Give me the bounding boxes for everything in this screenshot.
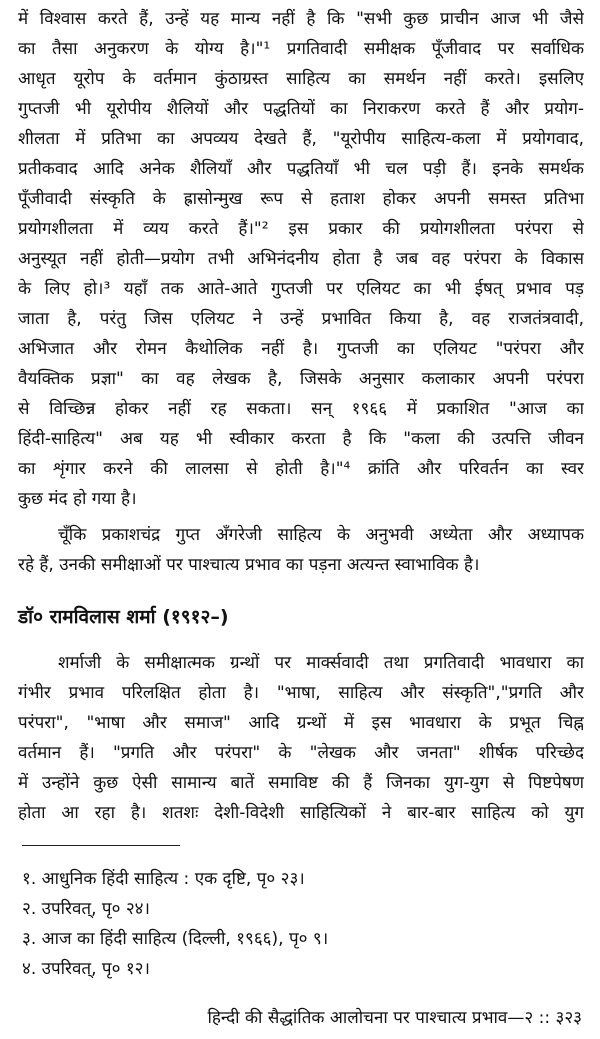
body-line: आधृत यूरोप के वर्तमान कुंठाग्रस्त साहित्य का समर्थन नहीं करते। इसलिए [18, 69, 584, 89]
body-line: गंभीर प्रभाव परिलक्षित होता है। "भाषा, साहित्य और संस्कृति","प्रगति और [18, 683, 584, 703]
body-line: प्रयोगशीलता में व्यय करते हैं।"² इस प्रकार की प्रयोगशीलता परंपरा से [18, 219, 584, 239]
footnote: ३. आज का हिंदी साहित्य (दिल्ली, १९६६), पृ० ९। [22, 929, 329, 949]
body-line: के लिए हो।³ यहाँ तक आते-आते गुप्तजी पर एलियट का भी ईषत् प्रभाव पड़ [18, 279, 584, 299]
footnote: ४. उपरिवत्, पृ० १२। [22, 959, 150, 979]
body-line: जाता है, परंतु जिस एलियट ने उन्हें प्रभावित किया है, वह राजतंत्रवादी, [18, 309, 584, 329]
body-line: पूँजीवादी संस्कृति के ह्रासोन्मुख रूप से हताश होकर अपनी समस्त प्रतिभा [18, 189, 584, 209]
body-line: शर्माजी के समीक्षात्मक ग्रन्थों पर मार्क्सवादी तथा प्रगतिवादी भावधारा का [58, 653, 584, 673]
body-line: का तैसा अनुकरण के योग्य है।"¹ प्रगतिवादी समीक्षक पूँजीवाद पर सर्वाधिक [18, 39, 584, 59]
body-line: में विश्वास करते हैं, उन्हें यह मान्य नहीं है कि "सभी कुछ प्राचीन आज भी जैसे [18, 9, 584, 29]
footnote-divider [22, 845, 180, 846]
body-line: परंपरा", "भाषा और समाज" आदि ग्रन्थों में इस भावधारा के प्रभूत चिह्न [18, 713, 584, 733]
body-line: में उन्होंने कुछ ऐसी सामान्य बातें समाविष्ट की हैं जिनका युग-युग से पिष्टपेषण [18, 773, 584, 793]
body-line: का शृंगार करने की लालसा से होती है।"⁴ क्रांति और परिवर्तन का स्वर [18, 459, 584, 479]
body-line: हिंदी-साहित्य" अब यह भी स्वीकार करता है कि "कला की उत्पत्ति जीवन [18, 429, 584, 449]
body-line: से विच्छिन्न होकर नहीं रह सकता। सन् १९६६ में प्रकाशित "आज का [18, 399, 584, 419]
body-line: शीलता में प्रतिभा का अपव्यय देखते हैं, "यूरोपीय साहित्य-कला में प्रयोगवाद, [18, 129, 584, 149]
body-line: प्रतीकवाद आदि अनेक शैलियाँ और पद्धतियाँ भी चल पड़ी हैं। इनके समर्थक [18, 159, 584, 179]
body-line: रहे हैं, उनकी समीक्षाओं पर पाश्चात्य प्रभाव का पड़ना अत्यन्त स्वाभाविक है। [18, 555, 480, 575]
body-line: वैयक्तिक प्रज्ञा" का वह लेखक है, जिसके अनुसार कलाकार अपनी परंपरा [18, 369, 584, 389]
body-line: होता आ रहा है। शतशः देशी-विदेशी साहित्यिकों ने बार-बार साहित्य को युग [18, 803, 584, 823]
body-line: कुछ मंद हो गया है। [18, 489, 137, 509]
page-footer: हिन्दी की सैद्धांतिक आलोचना पर पाश्चात्य प्रभाव—२ :: ३२३ [207, 1008, 582, 1028]
body-line: अभिजात और रोमन कैथोलिक नहीं है। गुप्तजी का एलियट "परंपरा और [18, 339, 584, 359]
footnote: २. उपरिवत्, पृ० २४। [22, 899, 150, 919]
body-line: अनुस्यूत नहीं होती—प्रयोग तभी अभिनंदनीय होता है जब वह परंपरा के विकास [18, 249, 584, 269]
body-line: गुप्तजी भी यूरोपीय शैलियों और पद्धतियों का निराकरण करते हैं और प्रयोग- [18, 99, 584, 119]
body-line: वर्तमान हैं। "प्रगति और परंपरा" के "लेखक और जनता" शीर्षक परिच्छेद [18, 743, 584, 763]
body-line: चूँकि प्रकाशचंद्र गुप्त अँगरेजी साहित्य के अनुभवी अध्येता और अध्यापक [58, 525, 584, 545]
section-heading: डॉ० रामविलास शर्मा (१९१२–) [18, 606, 229, 628]
footnote: १. आधुनिक हिंदी साहित्य : एक दृष्टि, पृ० २३। [22, 869, 305, 889]
